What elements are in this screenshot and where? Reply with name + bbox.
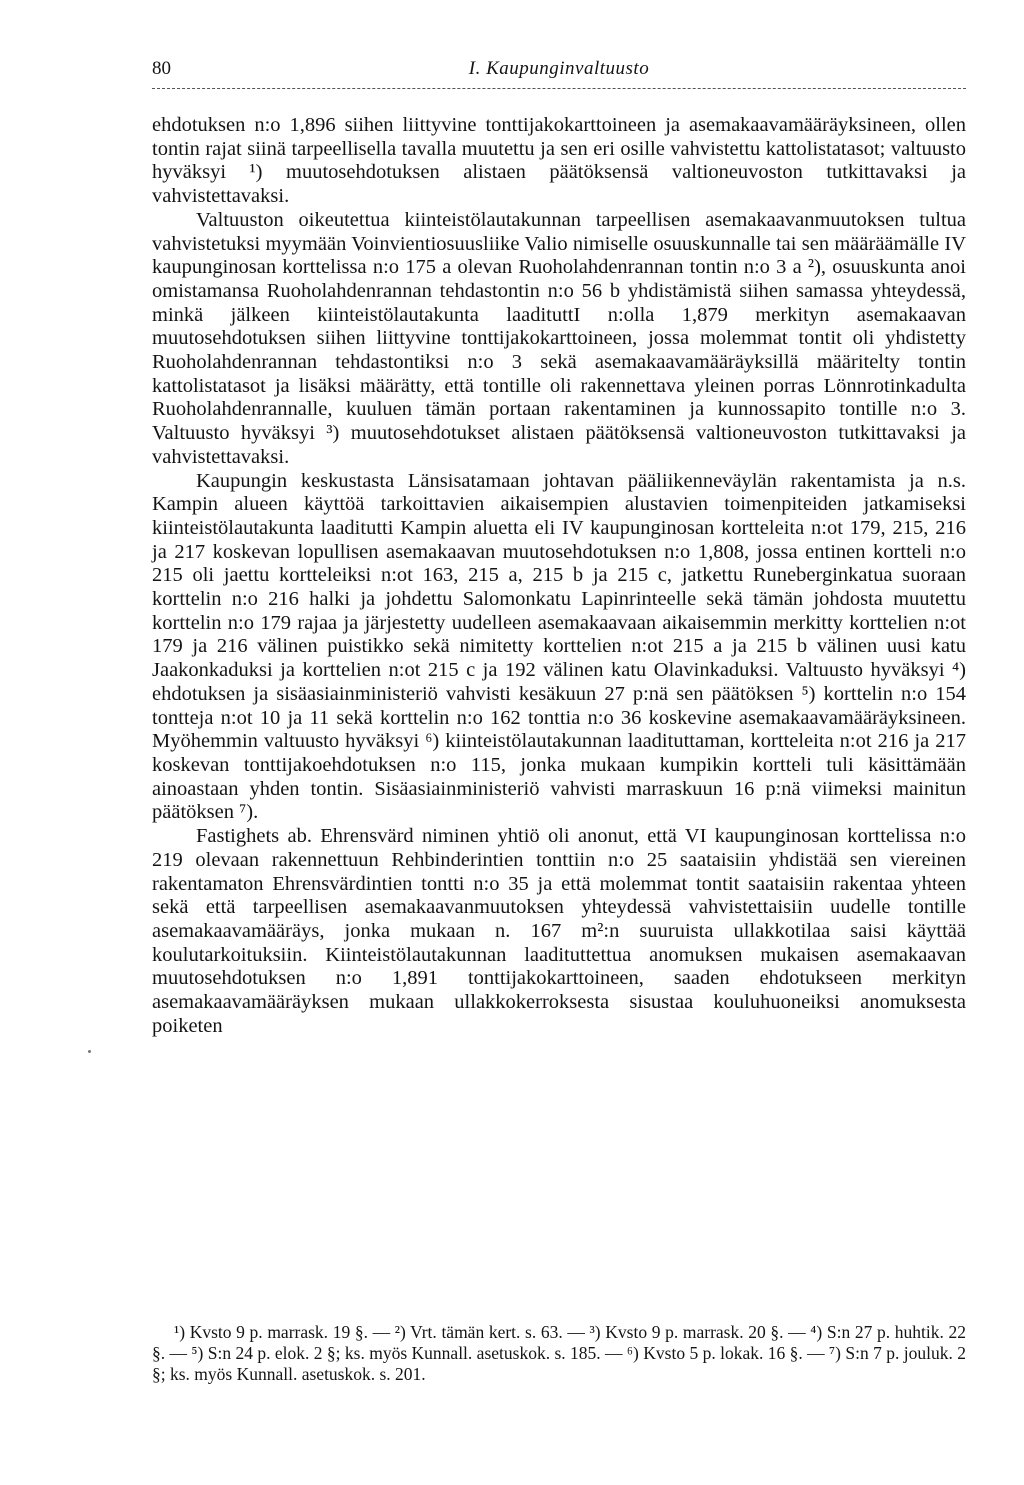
page-number: 80: [152, 58, 171, 79]
margin-mark: [88, 1050, 91, 1053]
footnote-text: ¹) Kvsto 9 p. marrask. 19 §. — ²) Vrt. tämän kert. s. 63. — ³) Kvsto 9 p. marrask. 20 §. — ⁴) S:n 27 p. huhtik. 22 §. — ⁵) S:n 24 p. elok. 2 §; ks. myös Kunnall. asetuskok. s. 185. — ⁶) Kvsto 5 p. lokak. 16 §. — ⁷) S:n 7 p. jouluk. 2 §; ks. myös Kunnall. asetuskok. s. 201.: [152, 1322, 966, 1384]
paragraph: Kaupungin keskustasta Länsisatamaan johtavan pääliikenneväylän rakentamista ja n.s. Kampin alueen käyttöä tarkoittavien aikaisempien alustavien toimenpiteiden jatkamiseksi kiinteistölautakunta laaditutti Kampin aluetta eli IV kaupunginosan kortteleita n:ot 179, 215, 216 ja 217 koskevan lopullisen asemakaavan muutosehdotuksen n:o 1,808, jossa entinen kortteli n:o 215 oli jaettu kortteleiksi n:ot 163, 215 a, 215 b ja 215 c, jatkettu Runeberginkatua suoraan korttelin n:o 216 halki ja johdettu Salomonkatu Lapinrinteelle sekä tämän johdosta muutettu korttelin n:o 179 rajaa ja järjestetty uudelleen asemakaavaan aikaisemmin merkitty korttelien n:ot 179 ja 216 välinen puistikko sekä nimitetty korttelien n:ot 215 a ja 215 b välinen uusi katu Jaakonkaduksi ja korttelien n:ot 215 c ja 192 välinen katu Olavinkaduksi. Valtuusto hyväksyi ⁴) ehdotuksen ja sisäasiainministeriö vahvisti kesäkuun 27 p:nä sen päätöksen ⁵) korttelin n:o 154 tontteja n:ot 10 ja 11 sekä korttelin n:o 162 tonttia n:o 36 koskevine asemakaavamääräyksineen. Myöhemmin valtuusto hyväksyi ⁶) kiinteistölautakunnan laadituttaman, kortteleita n:ot 216 ja 217 koskevan tonttijakoehdotuksen n:o 115, jonka mukaan kumpikin kortteli tuli käsittämään ainoastaan yhden tontin. Sisäasiainministeriö vahvisti marraskuun 16 p:nä viimeksi mainitun päätöksen ⁷).: [152, 469, 966, 824]
header-rule: [152, 88, 966, 89]
paragraph: Valtuuston oikeutettua kiinteistölautakunnan tarpeellisen asemakaavanmuutoksen tultua vahvistetuksi myymään Voinvientiosuusliike Valio nimiselle osuuskunnalle tai sen määräämälle IV kaupunginosan korttelissa n:o 175 a olevan Ruoholahdenrannan tontin n:o 3 a ²), osuuskunta anoi omistamansa Ruoholahdenrannan tehdastontin n:o 56 b yhdistämistä siihen samassa yhteydessä, minkä jälkeen kiinteistölautakunta laadituttI n:olla 1,879 merkityn asemakaavan muutosehdotuksen siihen liittyvine tonttijakokarttoineen, jossa molemmat tontit oli yhdistetty Ruoholahdenrannan tehdastontiksi n:o 3 sekä asemakaavamääräyksillä määritelty tontin kattolistatasot ja lisäksi määrätty, että tontille oli rakennettava yleinen porras Lönnrotinkadulta Ruoholahdenrannalle, kuuluen tämän portaan rakentaminen ja kunnossapito tontille n:o 3. Valtuusto hyväksyi ³) muutosehdotukset alistaen päätöksensä valtioneuvoston tutkittavaksi ja vahvistettavaksi.: [152, 208, 966, 468]
paragraph: Fastighets ab. Ehrensvärd niminen yhtiö oli anonut, että VI kaupunginosan korttelissa n:o 219 olevaan rakennettuun Rehbinderintien tonttiin n:o 25 saataisiin yhdistää sen viereinen rakentamaton Ehrensvärdintien tontti n:o 35 ja että molemmat tontit saataisiin rakentaa yhteen sekä että tarpeellisen asemakaavanmuutoksen yhteydessä vahvistettaisiin uudelle tontille asemakaavamääräys, jonka mukaan n. 167 m²:n suuruista ullakkotilaa saisi käyttää koulutarkoituksiin. Kiinteistölautakunnan laadituttettua anomuksen mukaisen asemakaavan muutosehdotuksen n:o 1,891 tonttijakokarttoineen, saaden ehdotukseen merkityn asemakaavamääräyksen mukaan ullakkokerroksesta sisustaa kouluhuoneiksi anomuksesta poiketen: [152, 825, 966, 1037]
footnotes: [152, 1322, 966, 1385]
page-header: [152, 58, 966, 84]
running-title: I. Kaupunginvaltuusto: [468, 58, 650, 79]
paragraph: ehdotuksen n:o 1,896 siihen liittyvine tonttijakokarttoineen ja asemakaavamääräyksineen, ollen tontin rajat siinä tarpeellisella tavalla muutettu ja sen eri osille vahvistettu kattolistatasot; valtuusto hyväksyi ¹) muutosehdotuksen alistaen päätöksensä valtioneuvoston tutkittavaksi ja vahvistettavaksi.: [152, 114, 966, 208]
body-text: [152, 114, 966, 1038]
